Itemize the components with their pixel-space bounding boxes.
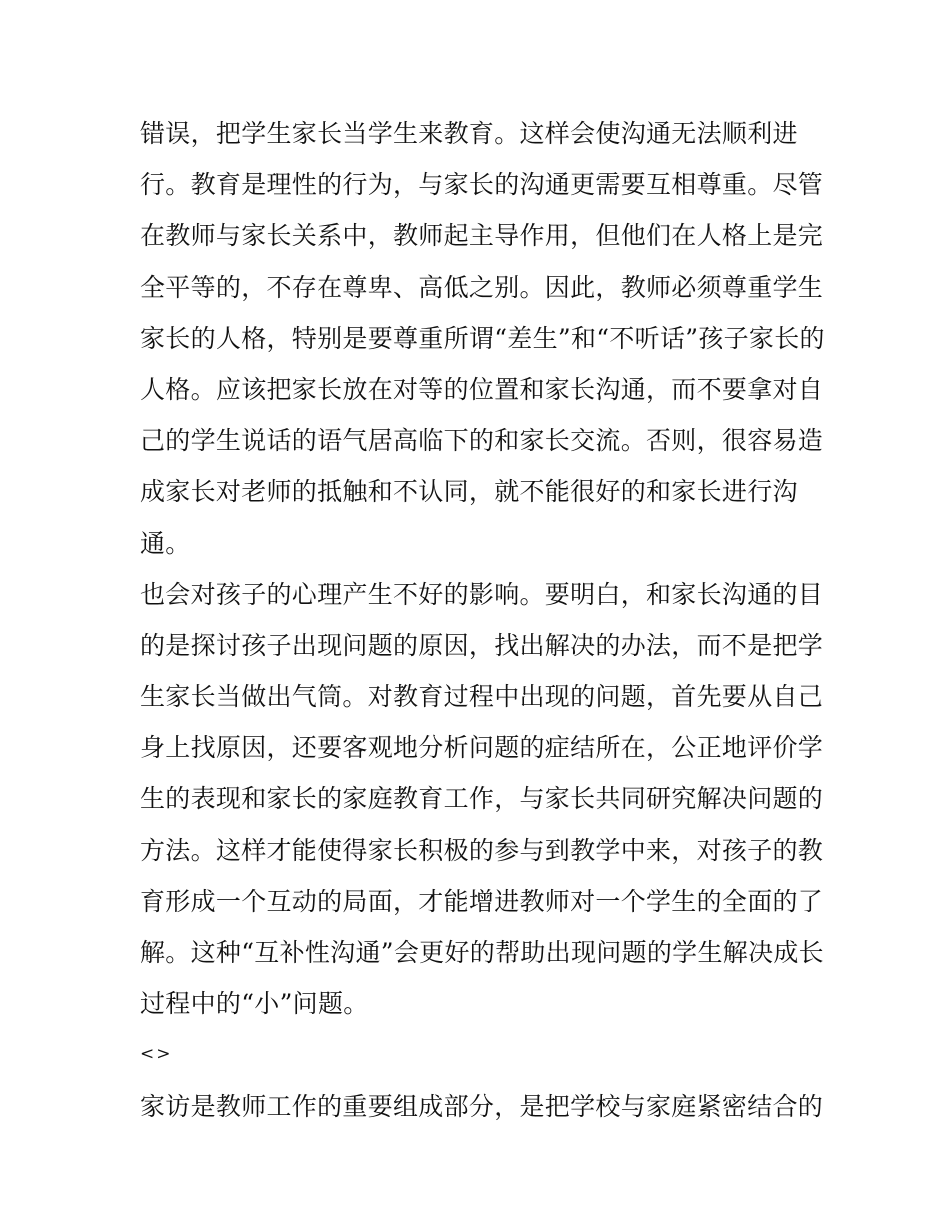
angle-brackets-marker: <> <box>140 1044 173 1065</box>
text-line: 也会对孩子的心理产生不好的影响。要明白，和家长沟通的目 <box>140 579 824 609</box>
text-line: 全平等的，不存在尊卑、高低之别。因此，教师必须尊重学生 <box>140 272 824 302</box>
text-line: 错误，把学生家长当学生来教育。这样会使沟通无法顺利进 <box>140 119 798 148</box>
text-line: 生的表现和家长的家庭教育工作，与家长共同研究解决问题的 <box>140 784 824 814</box>
text-line: 方法。这样才能使得家长积极的参与到教学中来，对孩子的教 <box>140 835 824 865</box>
text-line: 解。这种“互补性沟通”会更好的帮助出现问题的学生解决成长 <box>140 938 824 967</box>
text-line: 在教师与家长关系中，教师起主导作用，但他们在人格上是完 <box>140 221 824 251</box>
text-line: 己的学生说话的语气居高临下的和家长交流。否则，很容易造 <box>140 426 824 456</box>
text-line: 育形成一个互动的局面，才能增进教师对一个学生的全面的了 <box>140 886 824 916</box>
text-line: 家访是教师工作的重要组成部分，是把学校与家庭紧密结合的 <box>140 1091 824 1121</box>
text-line: 通。 <box>140 528 191 558</box>
text-line: 家长的人格，特别是要尊重所谓“差生”和“不听话”孩子家长的 <box>140 323 825 353</box>
text-line: 行。教育是理性的行为，与家长的沟通更需要互相尊重。尽管 <box>140 170 824 200</box>
text-line: 的是探讨孩子出现问题的原因，找出解决的办法，而不是把学 <box>140 630 824 660</box>
text-line: 生家长当做出气筒。对教育过程中出现的问题，首先要从自己 <box>140 682 824 712</box>
text-line: 过程中的“小”问题。 <box>140 989 369 1019</box>
text-line: 人格。应该把家长放在对等的位置和家长沟通，而不要拿对自 <box>140 374 824 404</box>
text-line: 身上找原因，还要客观地分析问题的症结所在，公正地评价学 <box>140 733 824 763</box>
text-line: 成家长对老师的抵触和不认同，就不能很好的和家长进行沟 <box>140 477 798 507</box>
document-body <box>140 108 825 1132</box>
